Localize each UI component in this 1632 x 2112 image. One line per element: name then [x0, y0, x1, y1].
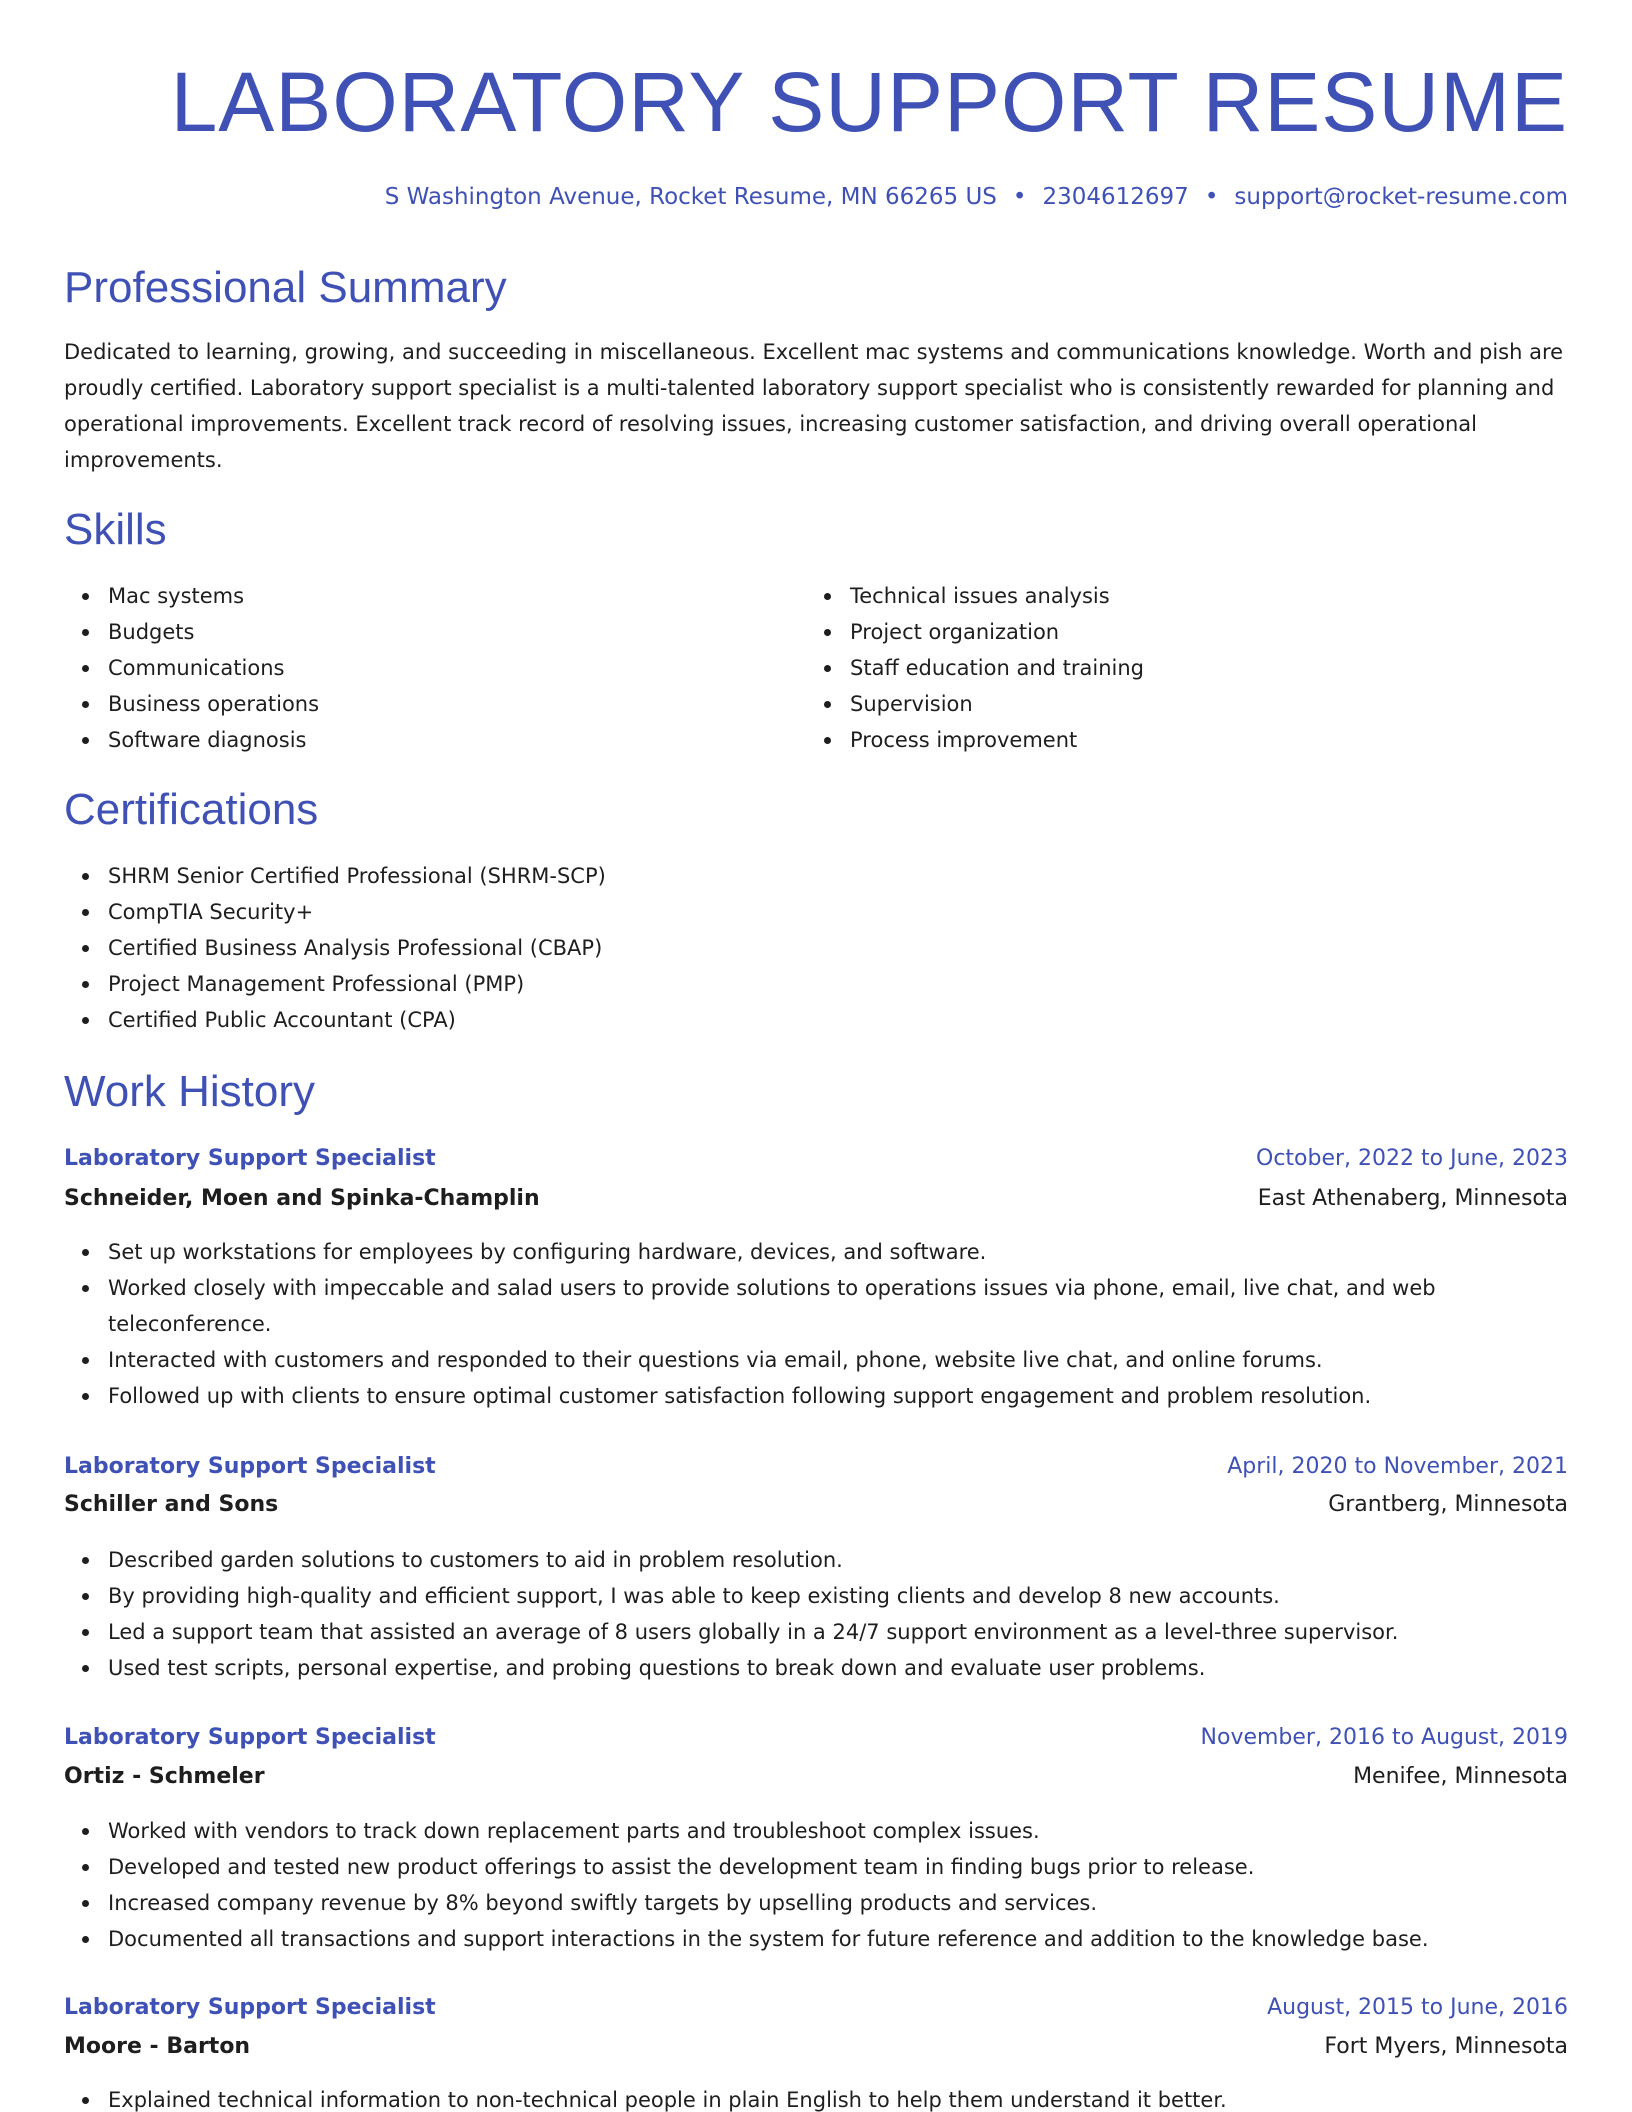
- job-bullets: [64, 1542, 1568, 1686]
- job-bullet: Interacted with customers and responded to their questions via email, phone, website live chat, and online forums.: [64, 1342, 1568, 1378]
- skills-list-right: [806, 578, 1546, 758]
- job-bullet: Set up workstations for employees by configuring hardware, devices, and software.: [64, 1234, 1568, 1270]
- job-bullets: [64, 2082, 1568, 2112]
- job-bullet: Developed and tested new product offerings to assist the development team in finding bugs prior to release.: [64, 1849, 1568, 1885]
- job-bullet: Followed up with clients to ensure optimal customer satisfaction following support engagement and problem resolution.: [64, 1378, 1568, 1414]
- certification-item: CompTIA Security+: [64, 894, 1568, 930]
- certifications-heading: Certifications: [64, 785, 319, 834]
- skill-item: Process improvement: [806, 722, 1546, 758]
- work-history-heading: Work History: [64, 1067, 315, 1116]
- job-location: Grantberg, Minnesota: [1328, 1492, 1568, 1517]
- address: S Washington Avenue, Rocket Resume, MN 66265 US: [384, 184, 997, 210]
- skill-item: Budgets: [64, 614, 804, 650]
- summary-text: Dedicated to learning, growing, and succeeding in miscellaneous. Excellent mac systems and communications knowledge. Worth and pish are proudly certified. Laboratory support specialist is a multi-talented laboratory support specialist who is consistently rewarded for planning and operational improvements. Excellent track record of resolving issues, increasing customer satisfaction, and driving overall operational improvements.: [64, 340, 1564, 472]
- certification-item: Project Management Professional (PMP): [64, 966, 1568, 1002]
- contact-line: [385, 180, 1568, 214]
- job-title: Laboratory Support Specialist: [64, 1725, 436, 1750]
- job-bullet: Described garden solutions to customers to aid in problem resolution.: [64, 1542, 1568, 1578]
- job-location: Menifee, Minnesota: [1353, 1764, 1568, 1789]
- job-title: Laboratory Support Specialist: [64, 1995, 436, 2020]
- skill-item: Technical issues analysis: [806, 578, 1546, 614]
- job-location: Fort Myers, Minnesota: [1324, 2034, 1568, 2059]
- summary-heading: Professional Summary: [64, 263, 507, 312]
- skill-item: Mac systems: [64, 578, 804, 614]
- job-bullet: By providing high-quality and efficient support, I was able to keep existing clients and develop 8 new accounts.: [64, 1578, 1568, 1614]
- job-bullet: Led a support team that assisted an average of 8 users globally in a 24/7 support environment as a level-three supervisor.: [64, 1614, 1568, 1650]
- resume-title: LABORATORY SUPPORT RESUME: [170, 55, 1568, 149]
- job-dates: October, 2022 to June, 2023: [1256, 1146, 1568, 1171]
- certification-item: Certified Business Analysis Professional (CBAP): [64, 930, 1568, 966]
- job-bullet: Increased company revenue by 8% beyond swiftly targets by upselling products and services.: [64, 1885, 1568, 1921]
- job-company: Moore - Barton: [64, 2034, 251, 2059]
- skill-item: Supervision: [806, 686, 1546, 722]
- skill-item: Business operations: [64, 686, 804, 722]
- email[interactable]: support@rocket-resume.com: [1234, 184, 1568, 210]
- skills-list-left: [64, 578, 804, 758]
- separator: •: [1012, 184, 1027, 210]
- skill-item: Communications: [64, 650, 804, 686]
- job-company: Schiller and Sons: [64, 1492, 279, 1517]
- job-title: Laboratory Support Specialist: [64, 1454, 436, 1479]
- job-bullets: [64, 1234, 1568, 1414]
- job-bullet: Explained technical information to non-technical people in plain English to help them understand it better.: [64, 2082, 1568, 2112]
- job-location: East Athenaberg, Minnesota: [1257, 1186, 1568, 1211]
- job-company: Schneider, Moen and Spinka-Champlin: [64, 1186, 540, 1211]
- job-bullets: [64, 1813, 1568, 1957]
- skill-item: Staff education and training: [806, 650, 1546, 686]
- skills-heading: Skills: [64, 505, 167, 554]
- separator: •: [1204, 184, 1219, 210]
- job-title: Laboratory Support Specialist: [64, 1146, 436, 1171]
- skill-item: Project organization: [806, 614, 1546, 650]
- certifications-list: [64, 858, 1568, 1038]
- job-bullet: Worked closely with impeccable and salad users to provide solutions to operations issues via phone, email, live chat, and web teleconference.: [64, 1270, 1568, 1342]
- skill-item: Software diagnosis: [64, 722, 804, 758]
- job-dates: April, 2020 to November, 2021: [1227, 1454, 1568, 1479]
- certification-item: SHRM Senior Certified Professional (SHRM-SCP): [64, 858, 1568, 894]
- job-dates: November, 2016 to August, 2019: [1200, 1725, 1568, 1750]
- phone[interactable]: 2304612697: [1042, 184, 1189, 210]
- job-bullet: Worked with vendors to track down replacement parts and troubleshoot complex issues.: [64, 1813, 1568, 1849]
- job-bullet: Used test scripts, personal expertise, and probing questions to break down and evaluate user problems.: [64, 1650, 1568, 1686]
- job-dates: August, 2015 to June, 2016: [1267, 1995, 1568, 2020]
- job-bullet: Documented all transactions and support interactions in the system for future reference and addition to the knowledge base.: [64, 1921, 1568, 1957]
- job-company: Ortiz - Schmeler: [64, 1764, 265, 1789]
- certification-item: Certified Public Accountant (CPA): [64, 1002, 1568, 1038]
